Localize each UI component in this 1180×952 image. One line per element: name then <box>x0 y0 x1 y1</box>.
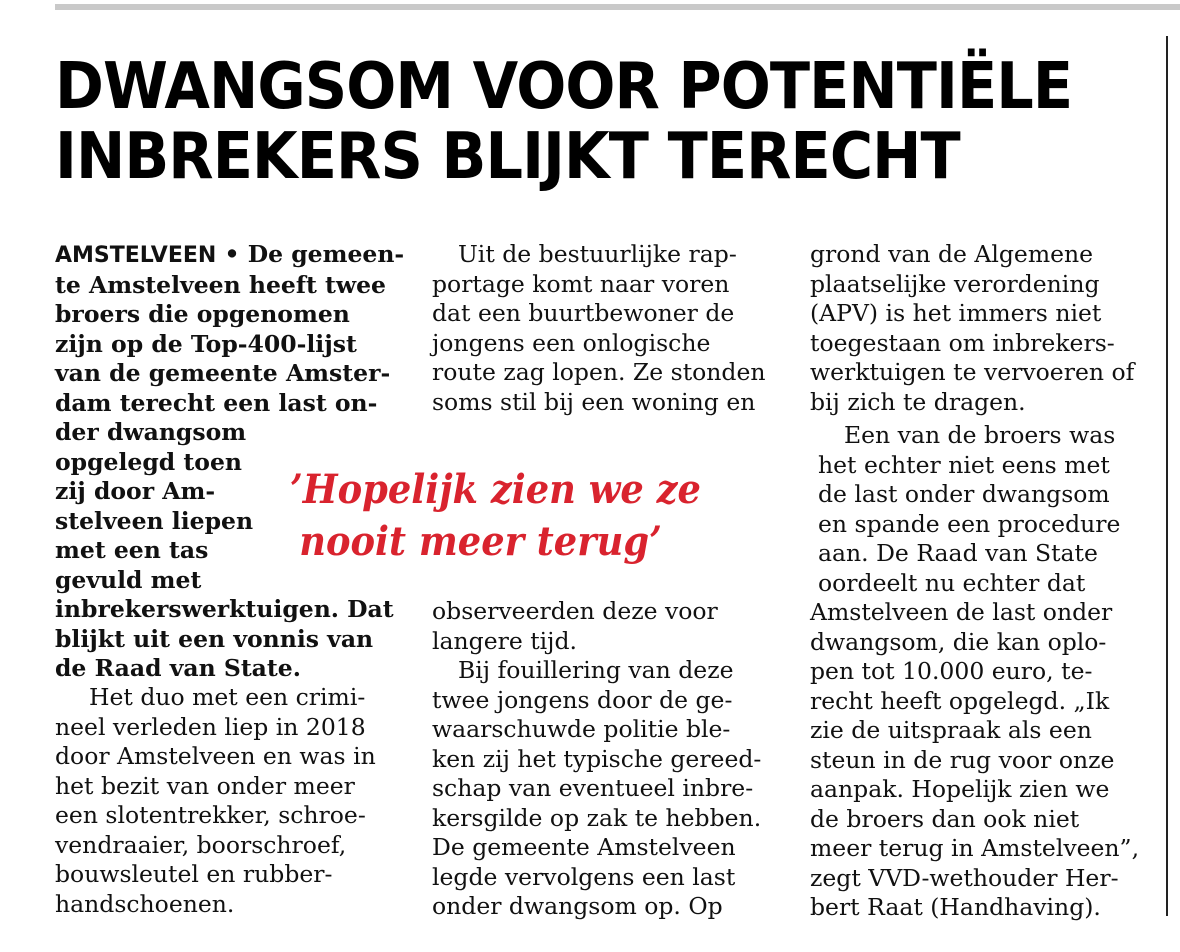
pull-quote-line-1: ’Hopelijk zien we ze <box>290 466 701 513</box>
body-line: aan. De Raad van State <box>818 539 1098 567</box>
body-line: pen tot 10.000 euro, te- <box>810 657 1093 685</box>
lead-line: inbrekerswerktuigen. Dat <box>55 595 394 623</box>
dateline: AMSTELVEEN <box>55 243 217 268</box>
body-line: (APV) is het immers niet <box>810 299 1102 327</box>
body-line: door Amstelveen en was in <box>55 742 376 770</box>
body-line: De gemeente Amstelveen <box>432 833 736 861</box>
body-line: en spande een procedure <box>818 509 1121 538</box>
body-line: bouwsleutel en rubber- <box>55 860 333 888</box>
lead-line: AMSTELVEEN • De gemeen- <box>55 240 405 268</box>
body-line: Bij fouillering van deze <box>458 656 734 684</box>
top-rule <box>55 4 1180 10</box>
body-line: waarschuwde politie ble- <box>432 715 731 743</box>
body-line: route zag lopen. Ze stonden <box>432 358 766 386</box>
body-line: recht heeft opgelegd. „Ik <box>810 686 1110 715</box>
body-line: Amstelveen de last onder <box>810 598 1113 626</box>
column-divider <box>1166 36 1168 916</box>
body-line: de broers dan ook niet <box>810 804 1080 833</box>
lead-line: stelveen liepen <box>55 506 254 535</box>
body-line: portage komt naar voren <box>432 269 730 298</box>
body-line: bij zich te dragen. <box>810 387 1026 416</box>
headline-line-2: INBREKERS BLIJKT TERECHT <box>55 120 960 194</box>
body-line: dat een buurtbewoner de <box>432 299 735 327</box>
body-line: onder dwangsom op. Op <box>432 892 723 920</box>
body-line: Uit de bestuurlijke rap- <box>458 240 737 268</box>
pull-quote <box>290 464 760 568</box>
body-line: het bezit van onder meer <box>55 771 355 800</box>
body-line: steun in de rug voor onze <box>810 745 1115 774</box>
body-line: handschoenen. <box>55 889 235 918</box>
body-line: meer terug in Amstelveen”, <box>810 834 1140 862</box>
body-line: de last onder dwangsom <box>818 480 1110 508</box>
body-line: twee jongens door de ge- <box>432 685 733 714</box>
lead-line: met een tas <box>55 536 209 564</box>
body-line: legde vervolgens een last <box>432 862 736 891</box>
lead-line: zijn op de Top-400-lijst <box>55 329 357 358</box>
lead-line: dam terecht een last on- <box>55 388 378 417</box>
body-line: kersgilde op zak te hebben. <box>432 803 762 832</box>
body-line: plaatselijke verordening <box>810 269 1100 298</box>
body-line: het echter niet eens met <box>818 450 1110 479</box>
lead-line: broers die opgenomen <box>55 300 350 328</box>
body-line: schap van eventueel inbre- <box>432 774 754 802</box>
headline-line-1: DWANGSOM VOOR POTENTIËLE <box>55 50 1073 124</box>
lead-paragraph <box>55 240 404 684</box>
body-line: soms stil bij een woning en <box>432 387 756 416</box>
body-line: aanpak. Hopelijk zien we <box>810 775 1110 803</box>
body-line: grond van de Algemene <box>810 240 1094 268</box>
col2-paragraph-2 <box>432 656 761 922</box>
lead-line: te Amstelveen heeft twee <box>55 270 386 299</box>
col1-paragraph-2 <box>55 683 376 919</box>
body-line: langere tijd. <box>432 626 577 655</box>
lead-line: blijkt uit een vonnis van <box>55 624 374 653</box>
body-line: observeerden deze voor <box>432 597 718 625</box>
body-line: vendraaier, boorschroef, <box>55 830 347 859</box>
body-line: ken zij het typische gereed- <box>432 744 762 773</box>
body-line: jongens een onlogische <box>432 328 711 357</box>
body-line: toegestaan om inbrekers- <box>810 328 1115 357</box>
body-line: Een van de broers was <box>844 421 1116 449</box>
pull-quote-line-2: nooit meer terug’ <box>299 518 662 565</box>
body-line: neel verleden liep in 2018 <box>55 712 366 741</box>
body-line: werktuigen te vervoeren of <box>810 358 1135 386</box>
lead-line: zij door Am- <box>55 477 216 505</box>
body-line: dwangsom, die kan oplo- <box>810 627 1107 656</box>
body-line: een slotentrekker, schroe- <box>55 801 366 829</box>
lead-line: der dwangsom <box>55 418 247 446</box>
lead-line: opgelegd toen <box>55 447 242 476</box>
body-line: zegt VVD-wethouder Her- <box>810 863 1119 892</box>
col2-continuation <box>432 597 718 656</box>
lead-line: gevuld met <box>55 565 202 594</box>
article-headline <box>55 50 1073 194</box>
lead-line: van de gemeente Amster- <box>55 359 391 387</box>
body-line: bert Raat (Handhaving). <box>810 893 1101 921</box>
body-line: Het duo met een crimi- <box>89 683 366 711</box>
body-line: zie de uitspraak als een <box>810 716 1092 744</box>
col2-paragraph-1 <box>432 240 766 417</box>
lead-line: de Raad van State. <box>55 654 301 682</box>
body-line: oordeelt nu echter dat <box>818 568 1086 597</box>
col3-paragraph-1 <box>810 240 1134 417</box>
col3-paragraph-2 <box>810 421 1139 923</box>
